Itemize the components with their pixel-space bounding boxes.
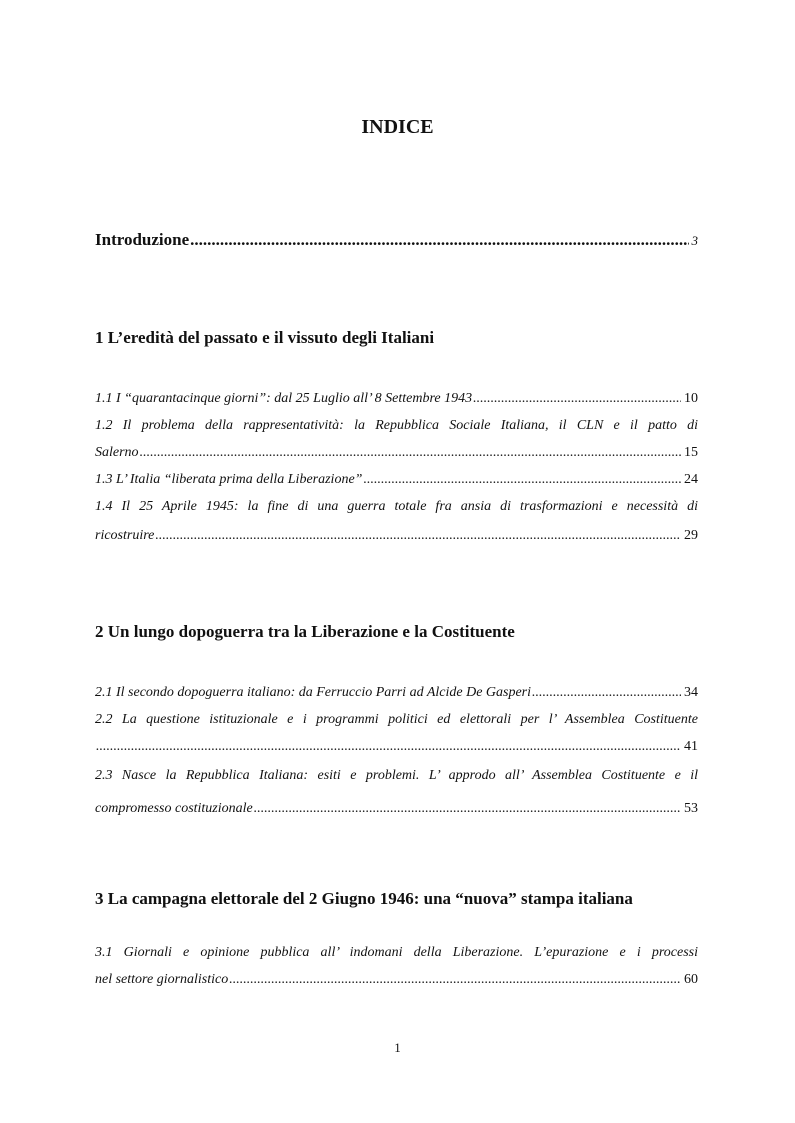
page-number: 1 [394, 1040, 401, 1055]
dot-leader [96, 739, 681, 755]
toc-entry-label: 1.3 L’ Italia “liberata prima della Liberazione” [95, 472, 363, 487]
toc-entry-3-1[interactable] [95, 972, 698, 988]
toc-entry-label: 2.1 Il secondo dopoguerra italiano: da Ferruccio Parri ad Alcide De Gasperi [95, 685, 532, 700]
toc-entry-page: 10 [684, 391, 698, 406]
dot-leader [532, 685, 681, 701]
toc-entry-page: 41 [684, 739, 698, 754]
toc-entry-label: ricostruire [95, 528, 155, 543]
chapter-3-title[interactable]: 3 La campagna elettorale del 2 Giugno 1946: una “nuova” stampa italiana [95, 889, 633, 908]
toc-entry-label: Introduzione [95, 230, 190, 249]
toc-entry-1-1[interactable] [95, 391, 698, 407]
toc-entry-page: 15 [684, 445, 698, 460]
toc-entry-1-2-line1[interactable]: 1.2 Il problema della rappresentatività: la Repubblica Sociale Italiana, il CLN e il patto di [95, 418, 698, 433]
toc-entry-label: 1.1 I “quarantacinque giorni”: dal 25 Luglio all’ 8 Settembre 1943 [95, 391, 473, 406]
toc-entry-page: 24 [684, 472, 698, 487]
toc-entry-1-4[interactable] [95, 528, 698, 544]
toc-entry-page: 53 [684, 801, 698, 816]
dot-leader [473, 391, 681, 407]
toc-entry-2-2[interactable] [95, 739, 698, 755]
toc-entry-label: Salerno [95, 445, 139, 460]
dot-leader [254, 801, 681, 817]
dot-leader [155, 528, 681, 544]
chapter-2-title[interactable]: 2 Un lungo dopoguerra tra la Liberazione e la Costituente [95, 622, 515, 641]
toc-entry-1-3[interactable] [95, 472, 698, 488]
toc-entry-1-4-line1[interactable]: 1.4 Il 25 Aprile 1945: la fine di una guerra totale fra ansia di trasformazioni e necessità di [95, 499, 698, 514]
page-title: INDICE [361, 116, 434, 138]
toc-entry-page: 34 [684, 685, 698, 700]
dot-leader [140, 445, 681, 461]
toc-entry-2-1[interactable] [95, 685, 698, 701]
toc-entry-3-1-line1[interactable]: 3.1 Giornali e opinione pubblica all’ indomani della Liberazione. L’epurazione e i processi [95, 945, 698, 960]
dot-leader [229, 972, 681, 988]
toc-entry-label: nel settore giornalistico [95, 972, 229, 987]
toc-entry-2-3[interactable] [95, 801, 698, 817]
toc-entry-introduzione[interactable] [95, 230, 698, 250]
dot-leader [363, 472, 681, 488]
toc-entry-label: compromesso costituzionale [95, 801, 253, 816]
toc-entry-page: 29 [684, 528, 698, 543]
dot-leader [190, 230, 688, 250]
chapter-1-title[interactable]: 1 L’eredità del passato e il vissuto degli Italiani [95, 328, 435, 347]
toc-entry-page: 3 [691, 233, 698, 248]
toc-entry-page: 60 [684, 972, 698, 987]
toc-entry-1-2[interactable] [95, 445, 698, 461]
toc-entry-2-3-line1[interactable]: 2.3 Nasce la Repubblica Italiana: esiti e problemi. L’ approdo all’ Assemblea Costituente e il [95, 768, 698, 783]
toc-entry-2-2-line1[interactable]: 2.2 La questione istituzionale e i programmi politici ed elettorali per l’ Assemblea Costituente [95, 712, 698, 727]
